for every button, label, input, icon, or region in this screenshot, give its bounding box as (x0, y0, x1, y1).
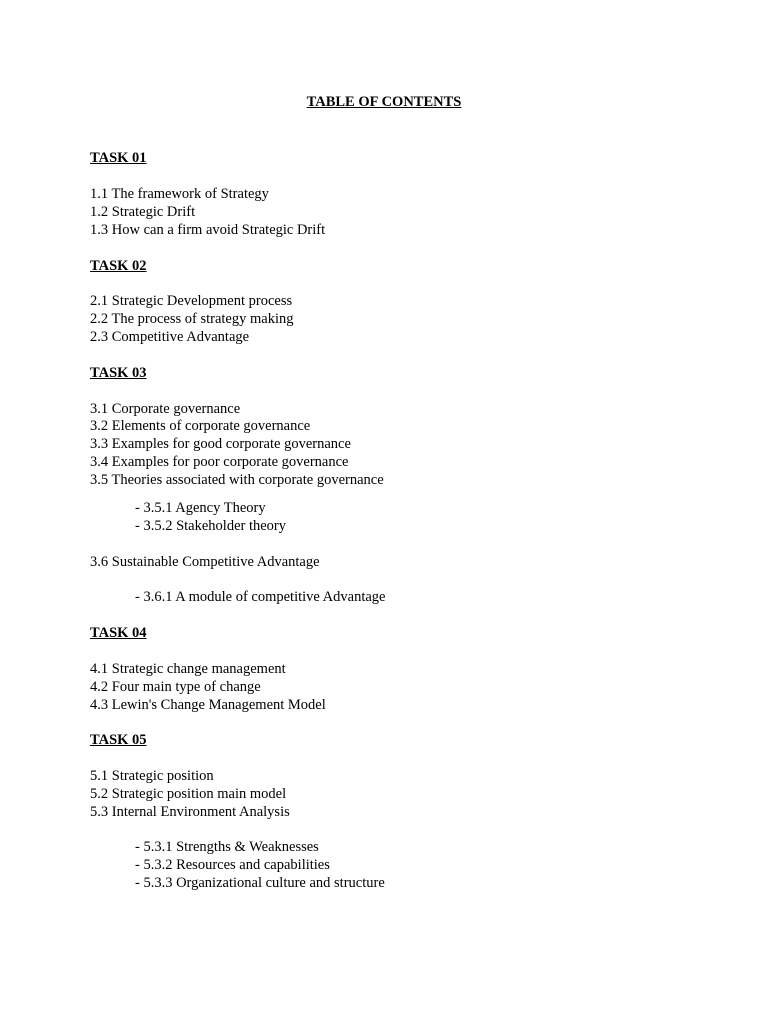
page-title: TABLE OF CONTENTS (306, 94, 462, 110)
toc-entry-4-1: 4.1 Strategic change management (90, 661, 286, 677)
toc-subentry-3-6-1: - 3.6.1 A module of competitive Advantage (135, 589, 386, 605)
task-05-heading: TASK 05 (90, 732, 147, 748)
toc-entry-4-3: 4.3 Lewin's Change Management Model (90, 697, 326, 713)
toc-entry-2-2: 2.2 The process of strategy making (90, 311, 294, 327)
toc-entry-1-3: 1.3 How can a firm avoid Strategic Drift (90, 222, 326, 238)
toc-subentry-5-3-1: - 5.3.1 Strengths & Weaknesses (135, 839, 319, 855)
toc-entry-3-3: 3.3 Examples for good corporate governance (90, 436, 351, 452)
toc-entry-3-1: 3.1 Corporate governance (90, 401, 241, 417)
toc-entry-5-1: 5.1 Strategic position (90, 768, 214, 784)
toc-entry-3-5: 3.5 Theories associated with corporate governance (90, 472, 384, 488)
task-02-heading: TASK 02 (90, 258, 147, 274)
toc-subentry-3-5-1: - 3.5.1 Agency Theory (135, 500, 266, 516)
toc-entry-3-4: 3.4 Examples for poor corporate governance (90, 454, 349, 470)
toc-entry-3-2: 3.2 Elements of corporate governance (90, 418, 311, 434)
toc-entry-3-6: 3.6 Sustainable Competitive Advantage (90, 554, 320, 570)
toc-subentry-5-3-3: - 5.3.3 Organizational culture and structure (135, 875, 385, 891)
toc-entry-5-2: 5.2 Strategic position main model (90, 786, 287, 802)
toc-subentry-5-3-2: - 5.3.2 Resources and capabilities (135, 857, 330, 873)
task-01-heading: TASK 01 (90, 150, 147, 166)
toc-entry-1-1: 1.1 The framework of Strategy (90, 186, 269, 202)
toc-entry-1-2: 1.2 Strategic Drift (90, 204, 196, 220)
toc-entry-5-3: 5.3 Internal Environment Analysis (90, 804, 290, 820)
task-03-heading: TASK 03 (90, 365, 147, 381)
task-04-heading: TASK 04 (90, 625, 147, 641)
toc-subentry-3-5-2: - 3.5.2 Stakeholder theory (135, 518, 287, 534)
toc-entry-2-3: 2.3 Competitive Advantage (90, 329, 250, 345)
toc-entry-4-2: 4.2 Four main type of change (90, 679, 261, 695)
toc-entry-2-1: 2.1 Strategic Development process (90, 293, 293, 309)
